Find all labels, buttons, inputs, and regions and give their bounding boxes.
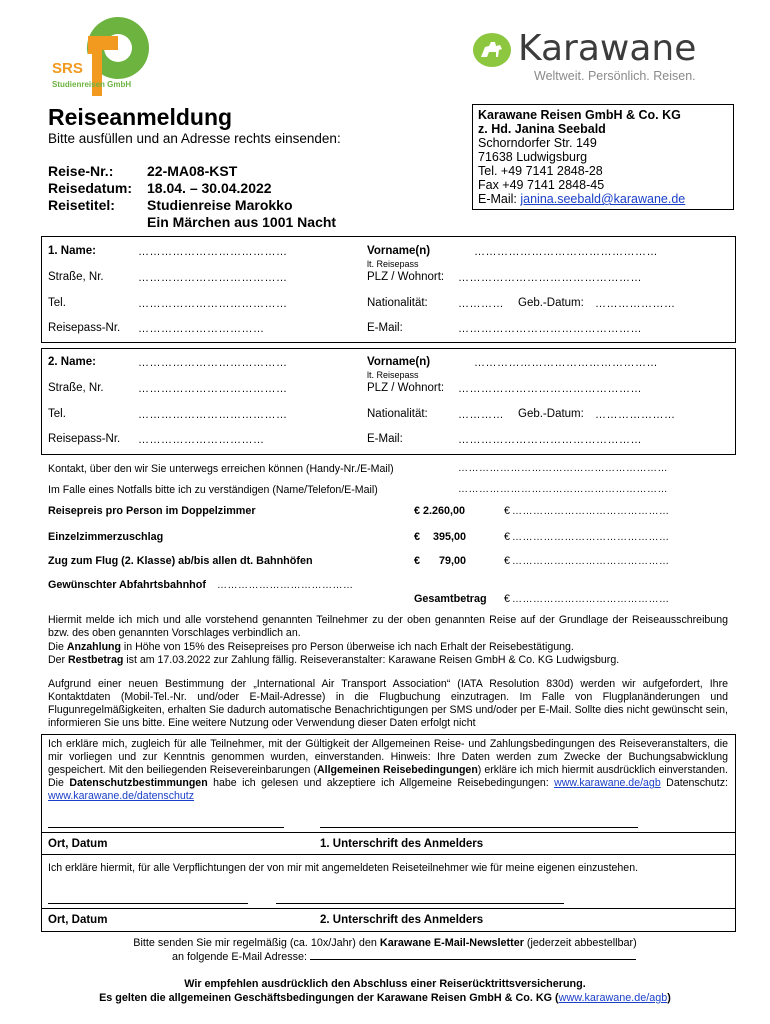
newsletter-email-field[interactable] <box>310 950 636 960</box>
p1-reisepass-hint: lt. Reisepass <box>367 259 419 269</box>
price-zug-label: Zug zum Flug (2. Klasse) ab/bis allen dt. Bahnhöfen <box>48 555 313 567</box>
karawane-logo <box>472 30 732 86</box>
page-title: Reiseanmeldung <box>48 104 233 130</box>
p1-email-label: E-Mail: <box>367 322 403 334</box>
srs-logo-text: SRS <box>52 60 83 77</box>
price-zug-currency: € <box>414 555 421 567</box>
newsletter-pre: Bitte senden Sie mir regelmäßig (ca. 10x/Jahr) den <box>133 937 380 949</box>
p1-gebdatum-field[interactable]: ………………… <box>595 298 676 310</box>
anmeldung-paragraph: Hiermit melde ich mich und alle vorstehend genannten Teilnehmer zu der oben genannten Reise auf der Grundlage der Reiseausschreibung bzw. des oben genannten Vorschlages verbindlich an. <box>48 614 728 639</box>
liability-text: Ich erkläre hiermit, für alle Verpflichtungen der von mir mit angemeldeten Reiseteilnehmer wie für meine eigenen einzustehen. <box>48 862 639 874</box>
price-doppel-value: € 2.260,00 <box>414 505 466 517</box>
price-ez-currency: € <box>414 531 421 543</box>
p2-vorname-field[interactable]: ………………………………………… <box>474 357 658 369</box>
sig1-ort-line[interactable] <box>48 827 284 828</box>
reisetitel-label: Reisetitel: <box>48 197 115 213</box>
p1-vorname-label: Vorname(n) <box>367 245 431 257</box>
p2-tel-label: Tel. <box>48 408 66 420</box>
address-email-label: E-Mail: <box>478 192 521 206</box>
p1-gebdatum-label: Geb.-Datum: <box>518 297 584 309</box>
price-doppel-label: Reisepreis pro Person im Doppelzimmer <box>48 505 256 517</box>
kontakt-field[interactable]: …………………………………………………… <box>458 463 668 474</box>
price-doppel-euro: € <box>504 505 511 517</box>
karawane-tagline: Weltweit. Persönlich. Reisen. <box>534 69 696 83</box>
price-zug-value: 79,00 <box>439 555 467 567</box>
sig2-ort-label: Ort, Datum <box>48 914 108 926</box>
datenschutz-link[interactable]: www.karawane.de/datenschutz <box>48 790 195 802</box>
sig1-signature-line[interactable] <box>320 827 638 828</box>
sig2-label: 2. Unterschrift des Anmelders <box>320 914 484 926</box>
p2-reisepass-hint: lt. Reisepass <box>367 370 419 380</box>
price-ez-euro: € <box>504 531 511 543</box>
p1-reisepass-field[interactable]: …………………………… <box>138 323 265 335</box>
p1-vorname-field[interactable]: ………………………………………… <box>474 246 658 258</box>
restbetrag-bold: Restbetrag <box>68 654 124 666</box>
p2-plz-label: PLZ / Wohnort: <box>367 382 445 394</box>
p2-name-label: 2. Name: <box>48 356 96 368</box>
p1-plz-label: PLZ / Wohnort: <box>367 271 445 283</box>
reisedatum-label: Reisedatum: <box>48 180 133 196</box>
p1-name-field[interactable]: ………………………………… <box>138 246 288 258</box>
p2-gebdatum-field[interactable]: ………………… <box>595 409 676 421</box>
srs-logo-subtext: Studienreisen GmbH <box>52 80 132 89</box>
restbetrag-pre: Der <box>48 654 69 666</box>
decl-bold-1: Allgemeinen Reisebedingungen <box>317 764 478 776</box>
newsletter-bold: Karawane E-Mail-Newsletter <box>379 937 524 949</box>
address-email-line <box>478 192 685 206</box>
footer-agb-link[interactable]: www.karawane.de/agb <box>558 992 668 1004</box>
sig1-ort-label: Ort, Datum <box>48 838 108 850</box>
address-line-6: Fax +49 7141 2848-45 <box>478 178 605 192</box>
sig-divider-mid <box>41 854 736 855</box>
p2-plz-field[interactable]: ………………………………………… <box>458 383 642 395</box>
address-line-5: Tel. +49 7141 2848-28 <box>478 164 603 178</box>
decl-text-1: Ich erkläre mich, zugleich für alle Teilnehmer, mit der Gültigkeit der Allgemeinen Reise- und Zahlungsbedingungen des Reiseveranstalters, die mir vorliegen und zur Kenntnis genommen wurden, einverstanden. Hinweis: Ihre Daten werden zum Zwecke der Buchungsabwicklung gespeichert. Mit den beiliegenden Reisevereinbarungen ( <box>48 738 728 776</box>
decl-bold-2: Datenschutzbestimmungen <box>69 777 208 789</box>
footer-agb-text: Es gelten die allgemeinen Geschäftsbedingungen der Karawane Reisen GmbH & Co. KG ( <box>99 992 559 1004</box>
p1-strasse-field[interactable]: ………………………………… <box>138 272 288 284</box>
gesamt-field[interactable]: ……………………………………… <box>512 594 670 605</box>
reise-nr-value: 22-MA08-KST <box>147 163 238 179</box>
p1-tel-field[interactable]: ………………………………… <box>138 298 288 310</box>
newsletter-email-label: an folgende E-Mail Adresse: <box>172 951 311 963</box>
decl-text-3: habe ich gelesen und akzeptiere ich Allgemeine Reisebedingungen: <box>207 777 555 789</box>
p2-reisepass-label: Reisepass-Nr. <box>48 433 121 445</box>
page-subtitle: Bitte ausfüllen und an Adresse rechts einsenden: <box>48 131 341 146</box>
kontakt-label: Kontakt, über den wir Sie unterwegs erreichen können (Handy-Nr./E-Mail) <box>48 463 394 475</box>
iata-paragraph: Aufgrund einer neuen Bestimmung der „International Air Transport Association“ (IATA Resolution 830d) werden wir aufgefordert, Ihre Kontaktdaten (Mobil-Tel.-Nr. und/oder E-Mail-Adresse) in die Flugbuchung einzutragen. Im Falle von Flugplanänderungen und Flugunregelmäßigkeiten, erhalten Sie dadurch automatische Benachrichtigungen per SMS und/oder per E-Mail. Sollte dies nicht gewünscht sein, informieren Sie uns bitte. Eine weitere Nutzung oder Verwendung dieser Daten erfolgt nicht <box>48 678 728 729</box>
p2-reisepass-field[interactable]: …………………………… <box>138 434 265 446</box>
p2-email-label: E-Mail: <box>367 433 403 445</box>
footer-agb-line <box>0 992 770 1004</box>
p2-gebdatum-label: Geb.-Datum: <box>518 408 584 420</box>
bahnhof-label: Gewünschter Abfahrtsbahnhof <box>48 579 206 591</box>
gesamt-euro: € <box>504 593 511 605</box>
newsletter-email-line <box>172 950 636 963</box>
reisedatum-value: 18.04. – 30.04.2022 <box>147 180 272 196</box>
p1-tel-label: Tel. <box>48 297 66 309</box>
address-line-3: Schorndorfer Str. 149 <box>478 136 597 150</box>
newsletter-post: (jederzeit abbestellbar) <box>523 937 637 949</box>
address-email-link[interactable]: janina.seebald@karawane.de <box>520 192 686 206</box>
reise-nr-label: Reise-Nr.: <box>48 163 114 179</box>
camel-icon <box>472 32 512 68</box>
p2-name-field[interactable]: ………………………………… <box>138 357 288 369</box>
price-ez-value: 395,00 <box>433 531 467 543</box>
gesamt-label: Gesamtbetrag <box>414 593 487 605</box>
bahnhof-field[interactable]: ………………………………… <box>217 580 354 591</box>
sig2-signature-line[interactable] <box>276 903 564 904</box>
notfall-field[interactable]: …………………………………………………… <box>458 484 668 495</box>
sig-divider-top <box>41 832 736 833</box>
price-zug-euro: € <box>504 555 511 567</box>
anzahlung-post: in Höhe von 15% des Reisepreises pro Person überweise ich nach Erhalt der Reisebestätigung. <box>120 641 574 653</box>
sig-divider-bottom <box>41 908 736 909</box>
price-ez-field[interactable]: ……………………………………… <box>512 532 670 543</box>
anzahlung-paragraph <box>48 641 728 654</box>
notfall-label: Im Falle eines Notfalls bitte ich zu verständigen (Name/Telefon/E-Mail) <box>48 484 378 496</box>
p2-strasse-label: Straße, Nr. <box>48 382 104 394</box>
p1-reisepass-label: Reisepass-Nr. <box>48 322 121 334</box>
p2-email-field[interactable]: ………………………………………… <box>458 434 642 446</box>
restbetrag-paragraph <box>48 654 728 667</box>
price-ez-label: Einzelzimmerzuschlag <box>48 531 164 543</box>
karawane-wordmark: Karawane <box>518 28 697 69</box>
anzahlung-bold: Anzahlung <box>66 641 121 653</box>
price-zug-field[interactable]: ……………………………………… <box>512 556 670 567</box>
footer-agb-close: ) <box>667 992 671 1004</box>
address-line-4: 71638 Ludwigsburg <box>478 150 588 164</box>
decl-text-4: Datenschutz: <box>660 777 728 789</box>
reisetitel-value-1: Studienreise Marokko <box>147 197 293 213</box>
reisetitel-value-2: Ein Märchen aus 1001 Nacht <box>147 214 337 230</box>
price-doppel-field[interactable]: ……………………………………… <box>512 506 670 517</box>
agb-link[interactable]: www.karawane.de/agb <box>554 777 661 789</box>
p2-nationalitaet-label: Nationalität: <box>367 408 428 420</box>
sig1-label: 1. Unterschrift des Anmelders <box>320 838 484 850</box>
declaration-paragraph <box>48 738 728 803</box>
p2-vorname-label: Vorname(n) <box>367 356 431 368</box>
address-line-2: z. Hd. Janina Seebald <box>478 122 606 136</box>
p1-name-label: 1. Name: <box>48 245 96 257</box>
newsletter-line <box>0 937 770 949</box>
restbetrag-post: ist am 17.03.2022 zur Zahlung fällig. Reiseveranstalter: Karawane Reisen GmbH & Co. KG Ludwigsburg. <box>123 654 620 666</box>
footer-recommendation: Wir empfehlen ausdrücklich den Abschluss einer Reiserücktrittsversicherung. <box>184 978 586 990</box>
p2-strasse-field[interactable]: ………………………………… <box>138 383 288 395</box>
decl-text-2: ) erkläre ich mich hiermit ausdrücklich einverstanden. Die <box>48 764 728 789</box>
p1-nationalitaet-field[interactable]: ………… <box>458 298 504 310</box>
p1-nationalitaet-label: Nationalität: <box>367 297 428 309</box>
p1-email-field[interactable]: ………………………………………… <box>458 323 642 335</box>
p1-strasse-label: Straße, Nr. <box>48 271 104 283</box>
address-line-1: Karawane Reisen GmbH & Co. KG <box>478 108 681 122</box>
p2-tel-field[interactable]: ………………………………… <box>138 409 288 421</box>
srs-logo <box>48 14 158 96</box>
p1-plz-field[interactable]: ………………………………………… <box>458 272 642 284</box>
sig2-ort-line[interactable] <box>48 903 248 904</box>
p2-nationalitaet-field[interactable]: ………… <box>458 409 504 421</box>
anzahlung-pre: Die <box>48 641 67 653</box>
